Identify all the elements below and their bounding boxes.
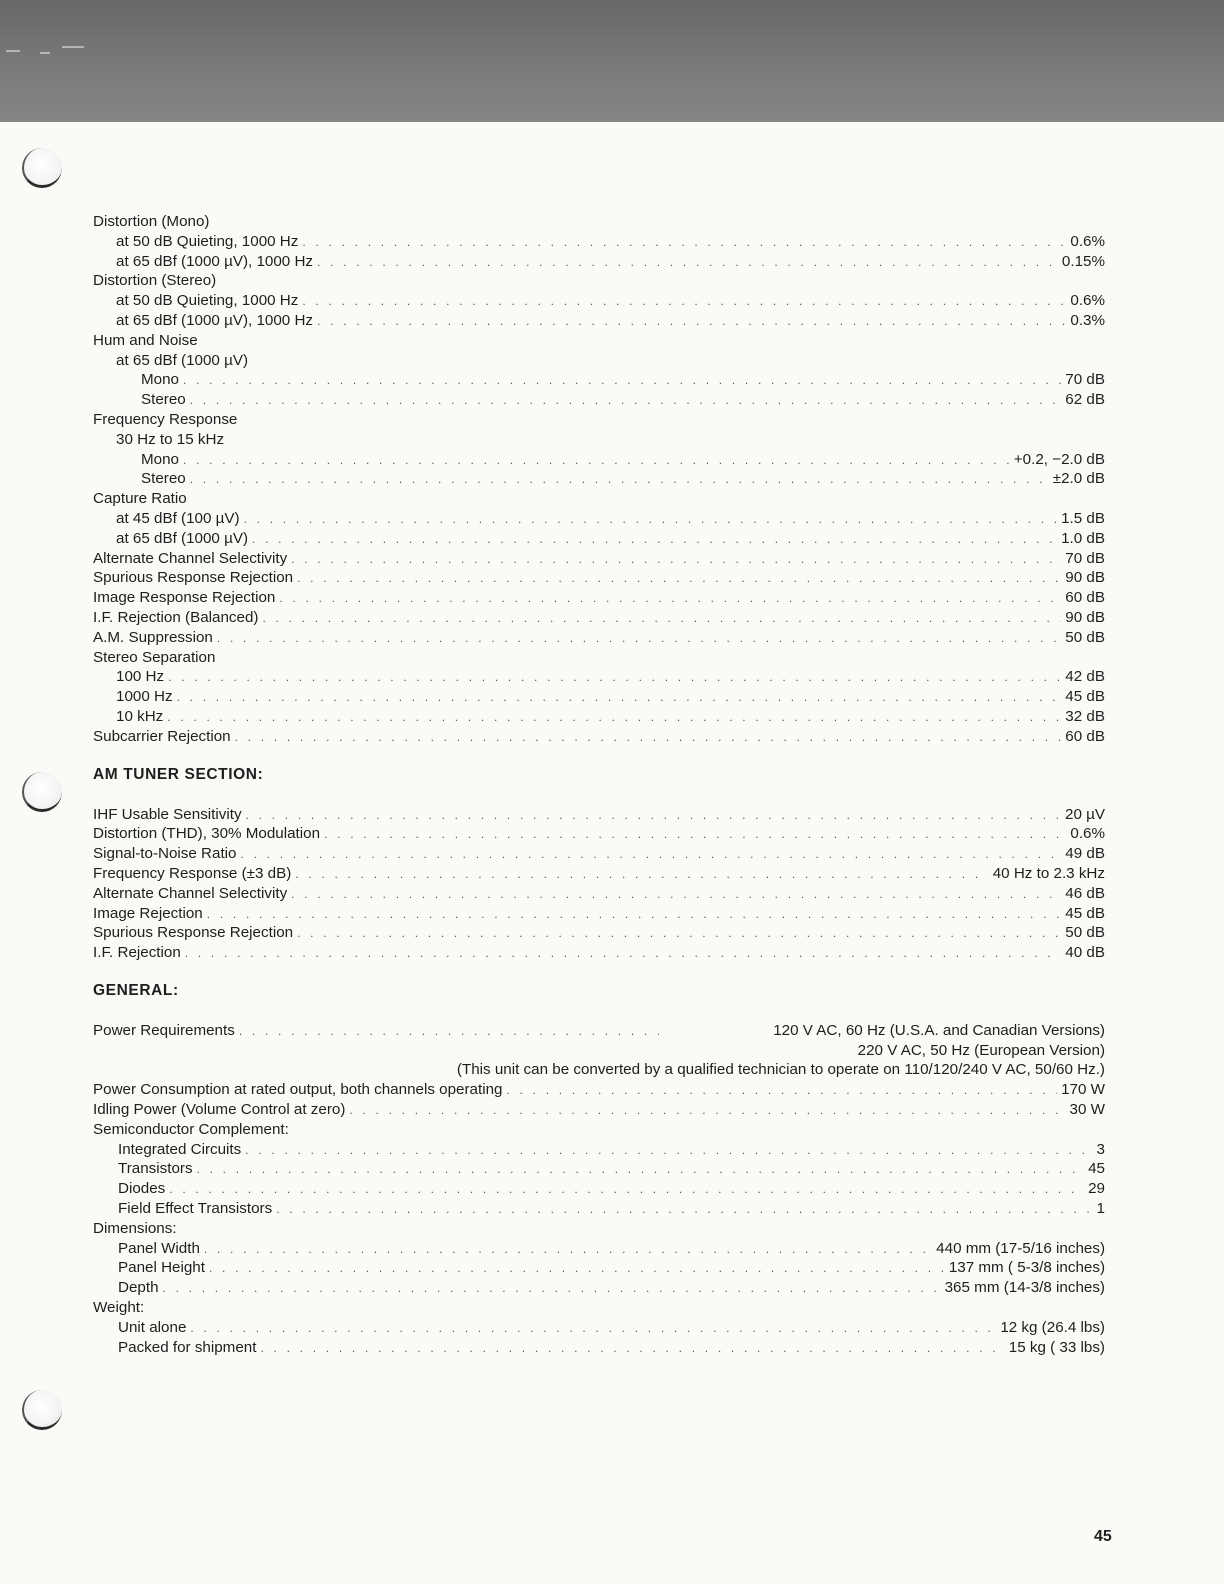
- spec-row: [93, 568, 1105, 588]
- section-heading-general: GENERAL:: [93, 981, 179, 999]
- dot-leader: [291, 885, 1061, 905]
- spec-value: 170 W: [1061, 1081, 1105, 1099]
- spec-row: [93, 1100, 1105, 1120]
- spec-row: [93, 667, 1105, 687]
- spec-row: [93, 549, 1105, 569]
- spec-label: Alternate Channel Selectivity: [93, 884, 288, 902]
- spec-label: Integrated Circuits: [118, 1140, 242, 1158]
- spec-row: [93, 529, 1105, 549]
- spec-value: 1.5 dB: [1061, 509, 1105, 527]
- dot-leader: [349, 1101, 1065, 1121]
- spec-row: [93, 450, 1105, 470]
- spec-row: [93, 430, 1105, 450]
- spec-value: 60 dB: [1065, 589, 1105, 607]
- spec-value: 3: [1096, 1140, 1105, 1158]
- spec-row: [93, 469, 1105, 489]
- dot-leader: [190, 1319, 996, 1339]
- dot-leader: [167, 708, 1061, 728]
- binder-hole-bottom: [22, 1390, 62, 1430]
- spec-label: 10 kHz: [116, 707, 164, 725]
- spec-value: 50 dB: [1065, 924, 1105, 942]
- spec-label: at 45 dBf (100 µV): [116, 509, 240, 527]
- spec-row: [93, 805, 1105, 825]
- dot-leader: [302, 233, 1066, 253]
- dot-leader: [506, 1081, 1057, 1101]
- spec-value: 15 kg ( 33 lbs): [1008, 1338, 1105, 1356]
- dot-leader: [295, 865, 988, 885]
- spec-label: at 65 dBf (1000 µV): [116, 529, 249, 547]
- dot-leader: [246, 806, 1061, 826]
- spec-row: [93, 1140, 1105, 1160]
- spec-row: [93, 687, 1105, 707]
- spec-sheet: [93, 212, 1105, 1357]
- dot-leader: [207, 905, 1062, 925]
- spec-row: [93, 1199, 1105, 1219]
- spec-label: Spurious Response Rejection: [93, 924, 294, 942]
- dot-leader: [317, 253, 1058, 273]
- fm-spec-list: [93, 212, 1105, 747]
- dot-leader: [291, 550, 1061, 570]
- spec-value: 70 dB: [1065, 371, 1105, 389]
- dot-leader: [197, 1160, 1085, 1180]
- spec-label: at 65 dBf (1000 µV): [116, 351, 249, 369]
- spec-value: 0.3%: [1070, 311, 1105, 329]
- dot-leader: [302, 292, 1066, 312]
- dot-leader: [241, 845, 1062, 865]
- spec-row: [93, 410, 1105, 430]
- spec-value: 365 mm (14-3/8 inches): [944, 1279, 1105, 1297]
- general-spec-list: [93, 1080, 1105, 1357]
- conversion-note: (This unit can be converted by a qualified technician to operate on 110/120/240 V AC, 50/60 Hz.): [456, 1061, 1105, 1079]
- scan-mark: [6, 50, 20, 52]
- spec-label: Subcarrier Rejection: [93, 727, 231, 745]
- dot-leader: [239, 1022, 659, 1042]
- spec-row: [93, 311, 1105, 331]
- spec-label: 1000 Hz: [116, 688, 173, 706]
- spec-row: [93, 588, 1105, 608]
- spec-value: 29: [1088, 1180, 1105, 1198]
- spec-value: 45 dB: [1065, 904, 1105, 922]
- spec-value: 137 mm ( 5-3/8 inches): [948, 1259, 1105, 1277]
- spec-label: I.F. Rejection (Balanced): [93, 608, 259, 626]
- spec-label: Stereo Separation: [93, 648, 216, 666]
- spec-value: 0.6%: [1070, 232, 1105, 250]
- spec-row: [93, 1120, 1105, 1140]
- spec-value: 40 Hz to 2.3 kHz: [992, 864, 1105, 882]
- spec-label: I.F. Rejection: [93, 944, 181, 962]
- spec-label: Image Response Rejection: [93, 589, 276, 607]
- am-spec-list: [93, 805, 1105, 963]
- spec-label: at 65 dBf (1000 µV), 1000 Hz: [116, 252, 314, 270]
- spec-label: at 65 dBf (1000 µV), 1000 Hz: [116, 311, 314, 329]
- dot-leader: [163, 1279, 941, 1299]
- spec-row: [93, 707, 1105, 727]
- spec-value: 30 W: [1069, 1101, 1105, 1119]
- spec-label: Weight:: [93, 1299, 145, 1317]
- dot-leader: [209, 1259, 945, 1279]
- spec-row: [93, 351, 1105, 371]
- spec-label: Frequency Response (±3 dB): [93, 864, 292, 882]
- dot-leader: [297, 569, 1061, 589]
- spec-value: ±2.0 dB: [1052, 470, 1105, 488]
- spec-label: Image Rejection: [93, 904, 203, 922]
- power-requirements-block: [93, 1021, 1105, 1080]
- binder-hole-top: [22, 148, 62, 188]
- spec-row: [93, 252, 1105, 272]
- dot-leader: [217, 629, 1061, 649]
- spec-value: 45 dB: [1065, 688, 1105, 706]
- dot-leader: [190, 391, 1062, 411]
- spec-label: Distortion (Mono): [93, 213, 210, 230]
- dot-leader: [177, 688, 1062, 708]
- spec-value: 1: [1096, 1200, 1105, 1218]
- spec-value: 0.6%: [1070, 292, 1105, 310]
- spec-value: 0.6%: [1070, 825, 1105, 843]
- spec-value: 20 µV: [1065, 805, 1105, 823]
- spec-row: [93, 1080, 1105, 1100]
- spec-row: [93, 1278, 1105, 1298]
- spec-row: [93, 1338, 1105, 1358]
- spec-row: [93, 943, 1105, 963]
- dot-leader: [245, 1141, 1092, 1161]
- spec-label: Signal-to-Noise Ratio: [93, 845, 237, 863]
- spec-label: Stereo: [141, 391, 186, 409]
- spec-row: [93, 923, 1105, 943]
- spec-label: Power Requirements: [93, 1021, 235, 1039]
- spec-row: [93, 509, 1105, 529]
- spec-value: 90 dB: [1065, 569, 1105, 587]
- dot-leader: [279, 589, 1061, 609]
- spec-row: [93, 884, 1105, 904]
- spec-label: Diodes: [118, 1180, 166, 1198]
- spec-label: Frequency Response: [93, 410, 238, 428]
- spec-label: Mono: [141, 450, 179, 468]
- spec-row: [93, 648, 1105, 668]
- spec-row: [93, 271, 1105, 291]
- spec-value: 62 dB: [1065, 391, 1105, 409]
- spec-label: Capture Ratio: [93, 490, 187, 508]
- spec-row: [93, 1219, 1105, 1239]
- spec-label: Stereo: [141, 470, 186, 488]
- spec-label: at 50 dB Quieting, 1000 Hz: [116, 232, 299, 250]
- spec-label: at 50 dB Quieting, 1000 Hz: [116, 292, 299, 310]
- spec-label: Distortion (THD), 30% Modulation: [93, 825, 321, 843]
- spec-row: [93, 212, 1105, 232]
- spec-value: 40 dB: [1065, 944, 1105, 962]
- spec-value: 60 dB: [1065, 727, 1105, 745]
- spec-label: Mono: [141, 371, 179, 389]
- dot-leader: [183, 451, 1010, 471]
- spec-row: [93, 232, 1105, 252]
- scan-mark: [40, 52, 50, 54]
- page-number: 45: [1094, 1528, 1112, 1545]
- spec-value: 120 V AC, 60 Hz (U.S.A. and Canadian Versions): [773, 1021, 1105, 1039]
- spec-label: Packed for shipment: [118, 1338, 257, 1356]
- spec-label: Depth: [118, 1279, 159, 1297]
- spec-label: Panel Width: [118, 1239, 200, 1257]
- spec-value: 49 dB: [1065, 845, 1105, 863]
- spec-value: 50 dB: [1065, 628, 1105, 646]
- spec-label: Transistors: [118, 1160, 193, 1178]
- spec-row: [93, 824, 1105, 844]
- spec-value: 440 mm (17-5/16 inches): [936, 1239, 1105, 1257]
- spec-row: [93, 608, 1105, 628]
- spec-label: Spurious Response Rejection: [93, 569, 294, 587]
- spec-label: Power Consumption at rated output, both channels operating: [93, 1081, 503, 1099]
- spec-row: [93, 1179, 1105, 1199]
- dot-leader: [252, 530, 1057, 550]
- dot-leader: [190, 470, 1049, 490]
- spec-label: Dimensions:: [93, 1219, 177, 1237]
- dot-leader: [183, 371, 1061, 391]
- spec-value: 220 V AC, 50 Hz (European Version): [857, 1041, 1105, 1059]
- spec-value: 42 dB: [1065, 668, 1105, 686]
- dot-leader: [235, 728, 1062, 748]
- spec-row: [93, 1258, 1105, 1278]
- spec-row: [93, 1239, 1105, 1259]
- binder-hole-middle: [22, 772, 62, 812]
- spec-row: [93, 844, 1105, 864]
- dot-leader: [204, 1240, 932, 1260]
- scan-mark: [62, 46, 84, 48]
- spec-row: [93, 291, 1105, 311]
- spec-label: Semiconductor Complement:: [93, 1120, 289, 1138]
- spec-row: [93, 1298, 1105, 1318]
- spec-label: Hum and Noise: [93, 331, 198, 349]
- dot-leader: [297, 924, 1061, 944]
- dot-leader: [317, 312, 1066, 332]
- spec-row: [93, 370, 1105, 390]
- spec-label: Field Effect Transistors: [118, 1200, 273, 1218]
- dot-leader: [168, 668, 1061, 688]
- spec-value: 0.15%: [1061, 252, 1105, 270]
- spec-label: Idling Power (Volume Control at zero): [93, 1101, 346, 1119]
- scanned-top-band: [0, 0, 1224, 122]
- spec-row: [93, 489, 1105, 509]
- spec-value: 70 dB: [1065, 549, 1105, 567]
- dot-leader: [324, 825, 1066, 845]
- spec-row: [93, 904, 1105, 924]
- dot-leader: [276, 1200, 1092, 1220]
- spec-label: A.M. Suppression: [93, 628, 213, 646]
- spec-label: Unit alone: [118, 1318, 187, 1336]
- spec-label: IHF Usable Sensitivity: [93, 805, 242, 823]
- spec-label: Distortion (Stereo): [93, 272, 217, 290]
- section-heading-am: AM TUNER SECTION:: [93, 765, 264, 783]
- spec-row: [93, 727, 1105, 747]
- spec-label: Alternate Channel Selectivity: [93, 549, 288, 567]
- spec-value: 90 dB: [1065, 608, 1105, 626]
- spec-value: 46 dB: [1065, 884, 1105, 902]
- spec-value: 32 dB: [1065, 707, 1105, 725]
- spec-label: Panel Height: [118, 1259, 205, 1277]
- spec-value: 45: [1088, 1160, 1105, 1178]
- dot-leader: [169, 1180, 1084, 1200]
- spec-row: [93, 1318, 1105, 1338]
- dot-leader: [185, 944, 1062, 964]
- spec-label: 100 Hz: [116, 668, 165, 686]
- spec-row: [93, 628, 1105, 648]
- spec-row: [93, 1159, 1105, 1179]
- dot-leader: [262, 609, 1061, 629]
- spec-row: [93, 1021, 1105, 1041]
- spec-row: [93, 390, 1105, 410]
- dot-leader: [260, 1339, 1004, 1359]
- spec-value: 1.0 dB: [1061, 529, 1105, 547]
- spec-value: +0.2, −2.0 dB: [1013, 450, 1105, 468]
- spec-row: [93, 864, 1105, 884]
- dot-leader: [244, 510, 1058, 530]
- spec-label: 30 Hz to 15 kHz: [116, 430, 225, 448]
- spec-value: 12 kg (26.4 lbs): [1000, 1318, 1105, 1336]
- spec-row: [93, 331, 1105, 351]
